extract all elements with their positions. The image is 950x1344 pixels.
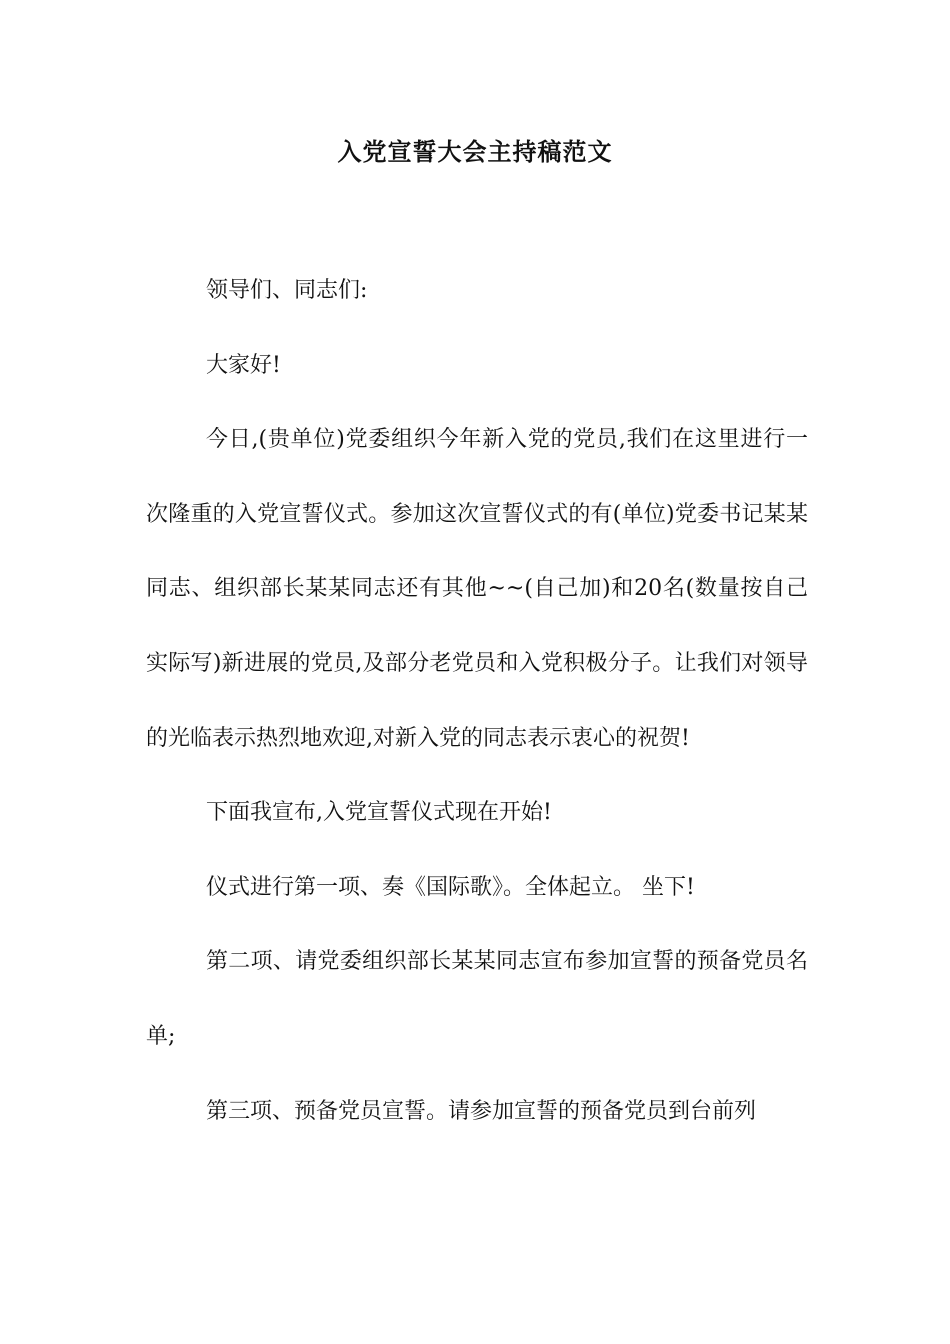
paragraph-hello: 大家好!: [206, 352, 281, 378]
paragraph-greeting: 领导们、同志们:: [206, 278, 368, 303]
paragraph-item-three: 第三项、预备党员宣誓。请参加宣誓的预备党员到台前列: [206, 1098, 757, 1124]
paragraph-item-one: 仪式进行第一项、奏《国际歌》。全体起立。 坐下!: [206, 874, 695, 900]
document-title: 入党宣誓大会主持稿范文: [337, 138, 613, 166]
paragraph-item-two: 第二项、请党委组织部长某某同志宣布参加宣誓的预备党员名单;: [146, 949, 808, 1049]
paragraph-announcement: 下面我宣布,入党宣誓仪式现在开始!: [206, 800, 552, 826]
document-body: [146, 254, 808, 1149]
paragraph-introduction: 今日,(贵单位)党委组织今年新入党的党员,我们在这里进行一次隆重的入党宣誓仪式。参加这次宣誓仪式的有(单位)党委书记某某同志、组织部长某某同志还有其他~~(自己加)和20名(数量按自己实际写)新进展的党员,及部分老党员和入党积极分子。让我们对领导的光临表示热烈地欢迎,对新入党的同志表示衷心的祝贺!: [146, 427, 808, 751]
